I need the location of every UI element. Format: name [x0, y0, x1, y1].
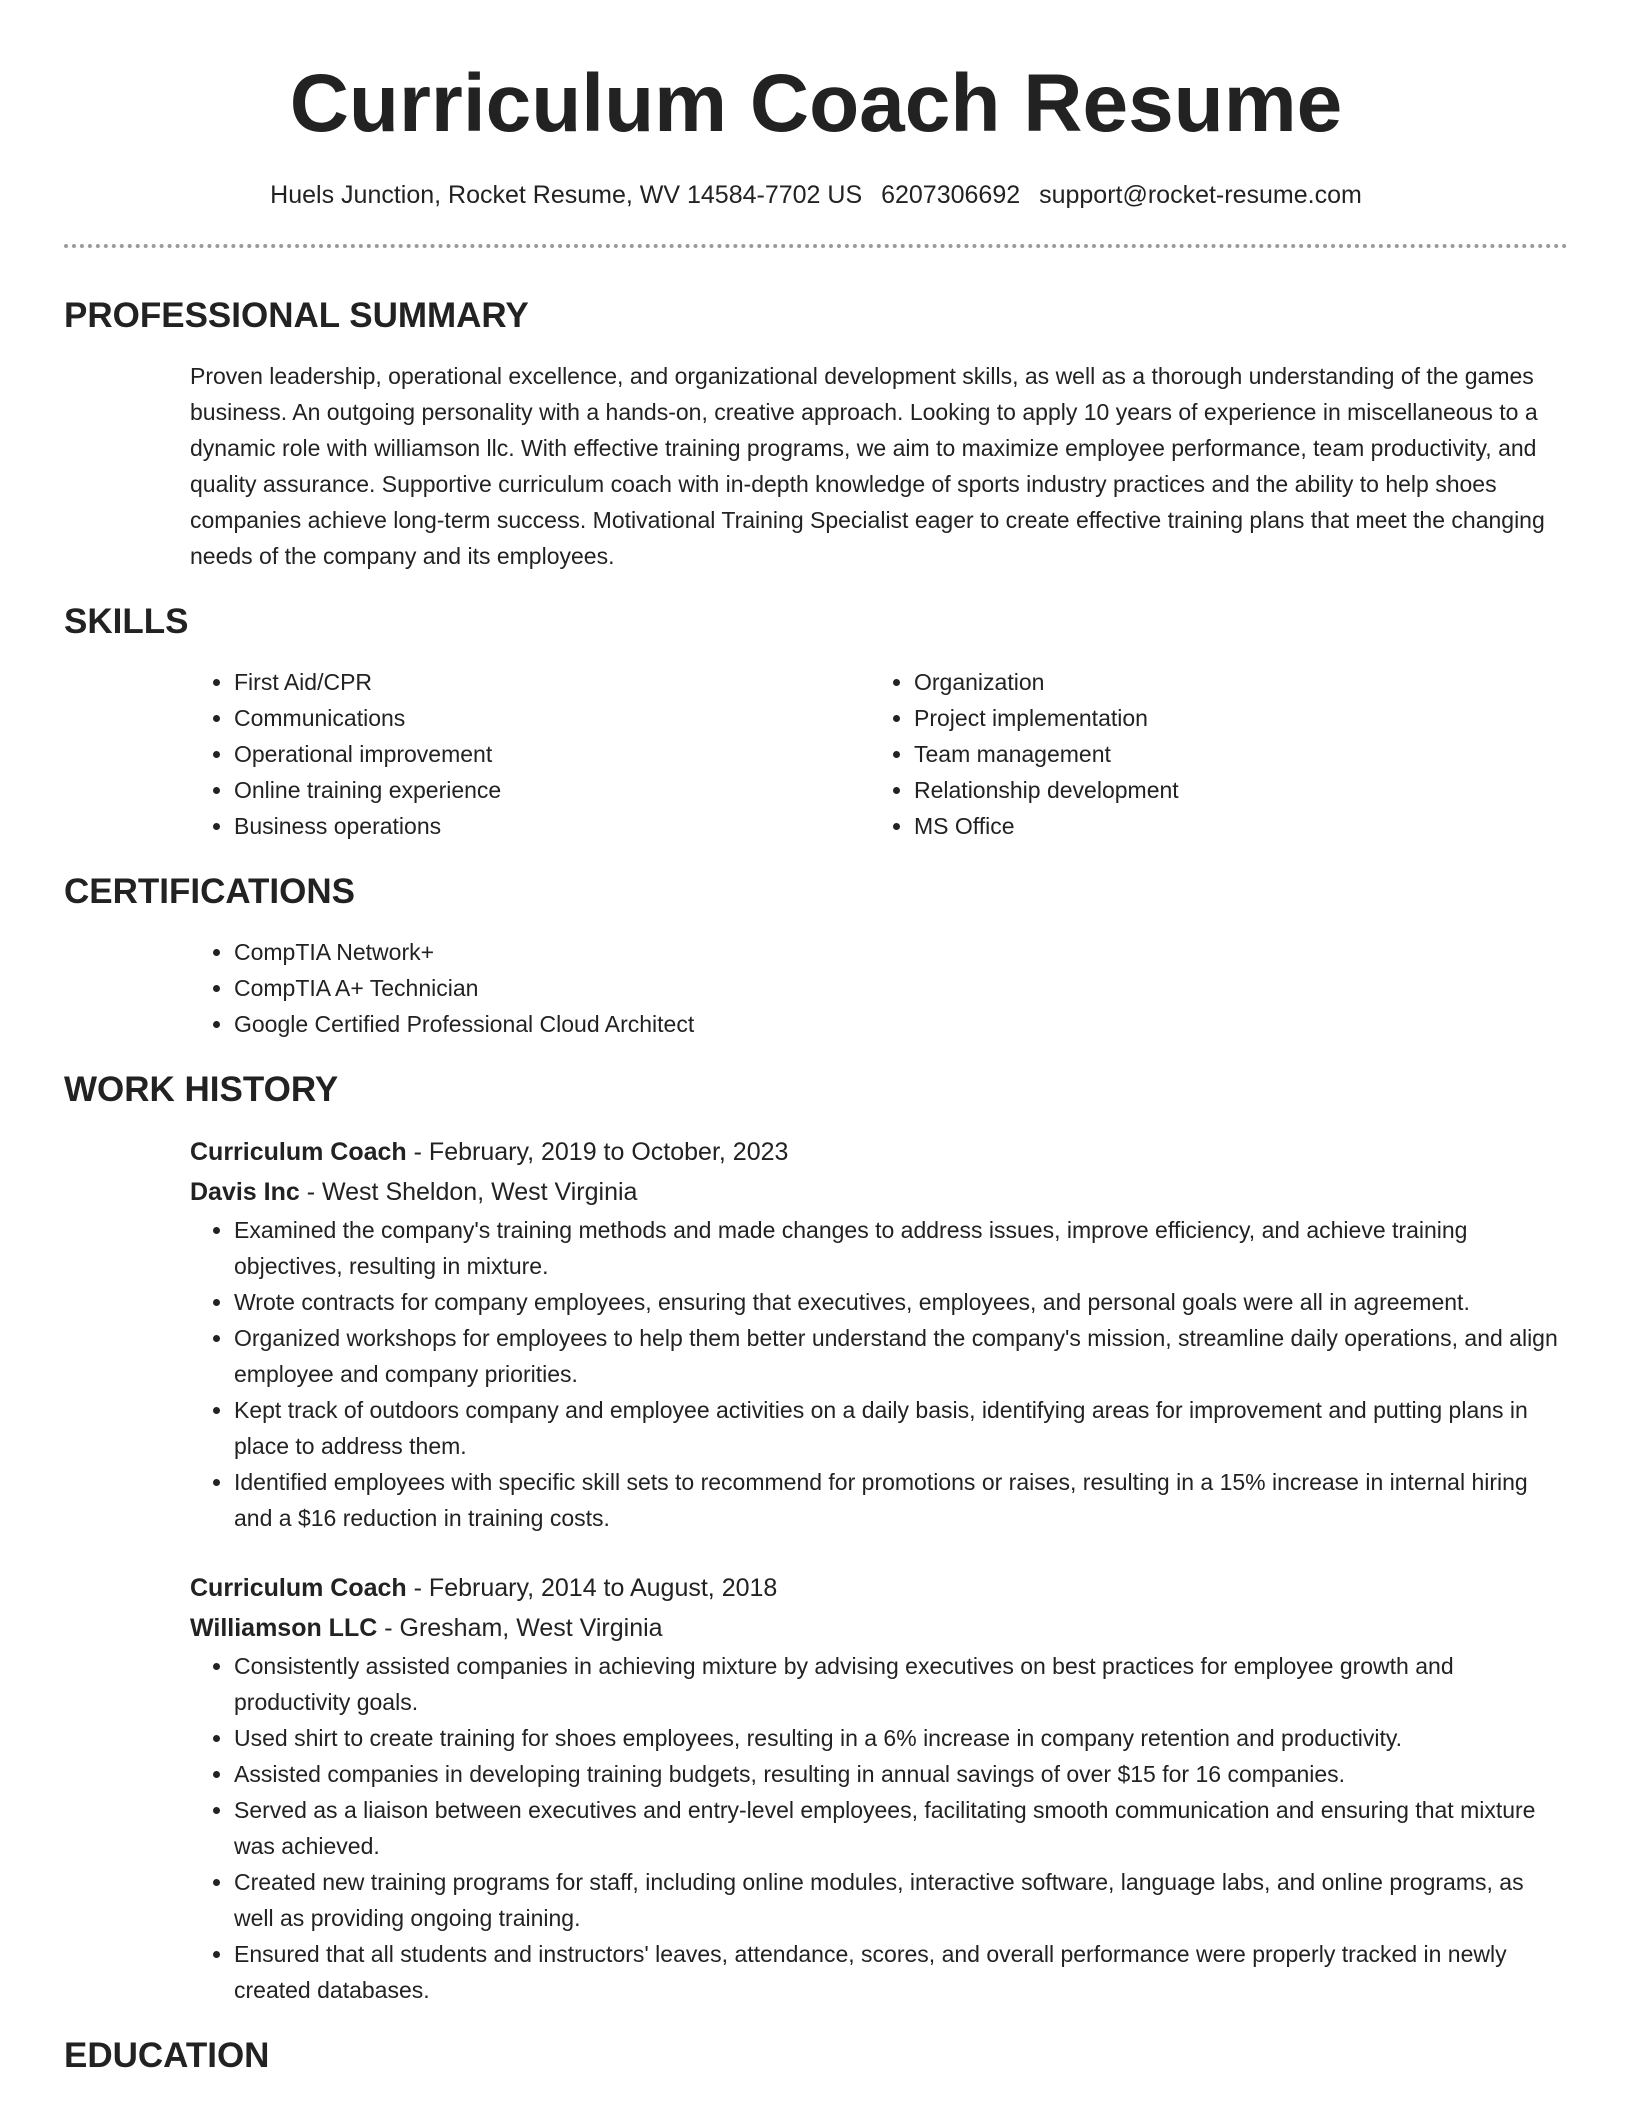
job-bullets: [190, 1648, 1568, 2008]
job-dates: - February, 2019 to October, 2023: [406, 1138, 789, 1166]
contact-phone: 6207306692: [881, 181, 1021, 209]
job-bullet: • Wrote contracts for company employees, ensuring that executives, employees, and personal goals were all in agreement.: [234, 1284, 1568, 1320]
job-bullet: • Consistently assisted companies in achieving mixture by advising executives on best practices for employee growth and productivity goals.: [234, 1648, 1568, 1720]
job-bullet: • Kept track of outdoors company and employee activities on a daily basis, identifying areas for improvement and putting plans in place to address them.: [234, 1392, 1568, 1464]
contact-email: support@rocket-resume.com: [1039, 181, 1362, 209]
job-bullet: • Used shirt to create training for shoes employees, resulting in a 6% increase in company retention and productivity.: [234, 1720, 1568, 1756]
contact-address: Huels Junction, Rocket Resume, WV 14584-7702 US: [270, 181, 863, 209]
certification-item: • CompTIA A+ Technician: [234, 970, 1568, 1006]
job-title-line: [190, 1568, 1568, 1608]
resume-page: [64, 0, 1568, 2078]
skills-column-left: [190, 664, 870, 844]
job-entry: [190, 1132, 1568, 1536]
job-company-line: [190, 1608, 1568, 1648]
skill-item: • MS Office: [914, 808, 1550, 844]
work-history-heading: WORK HISTORY: [64, 1070, 339, 1109]
job-bullet: • Examined the company's training methods and made changes to address issues, improve efficiency, and achieve training objectives, resulting in mixture.: [234, 1212, 1568, 1284]
skill-item: • Relationship development: [914, 772, 1550, 808]
skill-item: • Operational improvement: [234, 736, 870, 772]
job-bullet: • Served as a liaison between executives and entry-level employees, facilitating smooth communication and ensuring that mixture was achieved.: [234, 1792, 1568, 1864]
skill-item: • Project implementation: [914, 700, 1550, 736]
header-divider: [64, 244, 1568, 248]
contact-line: [64, 178, 1568, 212]
job-bullet: • Created new training programs for staff, including online modules, interactive software, language labs, and online programs, as well as providing ongoing training.: [234, 1864, 1568, 1936]
resume-title: Curriculum Coach Resume: [289, 58, 1343, 149]
job-entry: [190, 1568, 1568, 2008]
job-company: Williamson LLC: [190, 1614, 378, 1642]
skill-item: • First Aid/CPR: [234, 664, 870, 700]
job-bullet: • Identified employees with specific skill sets to recommend for promotions or raises, resulting in a 15% increase in internal hiring and a $16 reduction in training costs.: [234, 1464, 1568, 1536]
job-location: - West Sheldon, West Virginia: [299, 1178, 638, 1206]
job-company: Davis Inc: [190, 1178, 300, 1206]
skills-list: [190, 664, 1568, 844]
job-location: - Gresham, West Virginia: [377, 1614, 663, 1642]
skill-item: • Business operations: [234, 808, 870, 844]
job-bullets: [190, 1212, 1568, 1536]
certifications-list: [190, 934, 1568, 1042]
education-heading: EDUCATION: [64, 2036, 270, 2075]
certifications-heading: CERTIFICATIONS: [64, 872, 356, 911]
job-title: Curriculum Coach: [190, 1138, 407, 1166]
job-company-line: [190, 1172, 1568, 1212]
skill-item: • Online training experience: [234, 772, 870, 808]
job-dates: - February, 2014 to August, 2018: [406, 1574, 778, 1602]
certification-item: • CompTIA Network+: [234, 934, 1568, 970]
summary-text: Proven leadership, operational excellence, and organizational development skills, as well as a thorough understanding of the games business. An outgoing personality with a hands-on, creative approach. Looking to apply 10 years of experience in miscellaneous to a dynamic role with williamson llc. With effective training programs, we aim to maximize employee performance, team productivity, and quality assurance. Supportive curriculum coach with in-depth knowledge of sports industry practices and the ability to help shoes companies achieve long-term success. Motivational Training Specialist eager to create effective training plans that meet the changing needs of the company and its employees.: [190, 363, 1545, 569]
summary-heading: PROFESSIONAL SUMMARY: [64, 296, 529, 335]
skills-column-right: [870, 664, 1550, 844]
skill-item: • Team management: [914, 736, 1550, 772]
job-title: Curriculum Coach: [190, 1574, 407, 1602]
skills-heading: SKILLS: [64, 602, 189, 641]
skill-item: • Communications: [234, 700, 870, 736]
job-title-line: [190, 1132, 1568, 1172]
job-bullet: • Ensured that all students and instructors' leaves, attendance, scores, and overall performance were properly tracked in newly created databases.: [234, 1936, 1568, 2008]
job-bullet: • Organized workshops for employees to help them better understand the company's mission, streamline daily operations, and align employee and company priorities.: [234, 1320, 1568, 1392]
skill-item: • Organization: [914, 664, 1550, 700]
job-bullet: • Assisted companies in developing training budgets, resulting in annual savings of over $15 for 16 companies.: [234, 1756, 1568, 1792]
certification-item: • Google Certified Professional Cloud Architect: [234, 1006, 1568, 1042]
